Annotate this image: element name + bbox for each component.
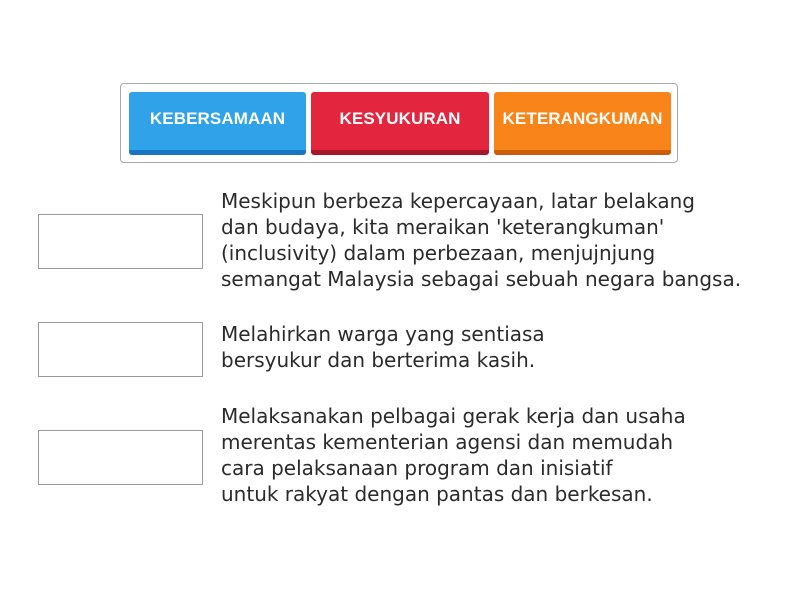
drop-zone-3[interactable]: [38, 430, 203, 485]
tile-label: KETERANGKUMAN: [502, 109, 663, 128]
description-line: dan budaya, kita meraikan 'keterangkuman': [221, 215, 665, 239]
tile-label: KESYUKURAN: [339, 109, 461, 128]
item-description-1: [221, 188, 741, 292]
answer-tile-bank: [120, 83, 678, 163]
description-line: (inclusivity) dalam perbezaan, menjujnjung: [221, 241, 656, 265]
drop-zone-2[interactable]: [38, 322, 203, 377]
item-description-3: [221, 403, 686, 507]
description-line: untuk rakyat dengan pantas dan berkesan.: [221, 482, 653, 506]
tile-kebersamaan[interactable]: [129, 92, 306, 155]
description-line: bersyukur dan berterima kasih.: [221, 348, 536, 372]
tile-keterangkuman[interactable]: [494, 92, 671, 155]
description-line: semangat Malaysia sebagai sebuah negara bangsa.: [221, 267, 742, 291]
item-description-2: [221, 321, 545, 373]
tile-kesyukuran[interactable]: [311, 92, 489, 155]
description-line: merentas kementerian agensi dan memudah: [221, 430, 674, 454]
description-line: Melahirkan warga yang sentiasa: [221, 322, 545, 346]
tile-label: KEBERSAMAAN: [149, 109, 286, 128]
description-line: cara pelaksanaan program dan inisiatif: [221, 456, 613, 480]
drop-zone-1[interactable]: [38, 214, 203, 269]
description-line: Meskipun berbeza kepercayaan, latar belakang: [221, 189, 695, 213]
description-line: Melaksanakan pelbagai gerak kerja dan usaha: [221, 404, 686, 428]
